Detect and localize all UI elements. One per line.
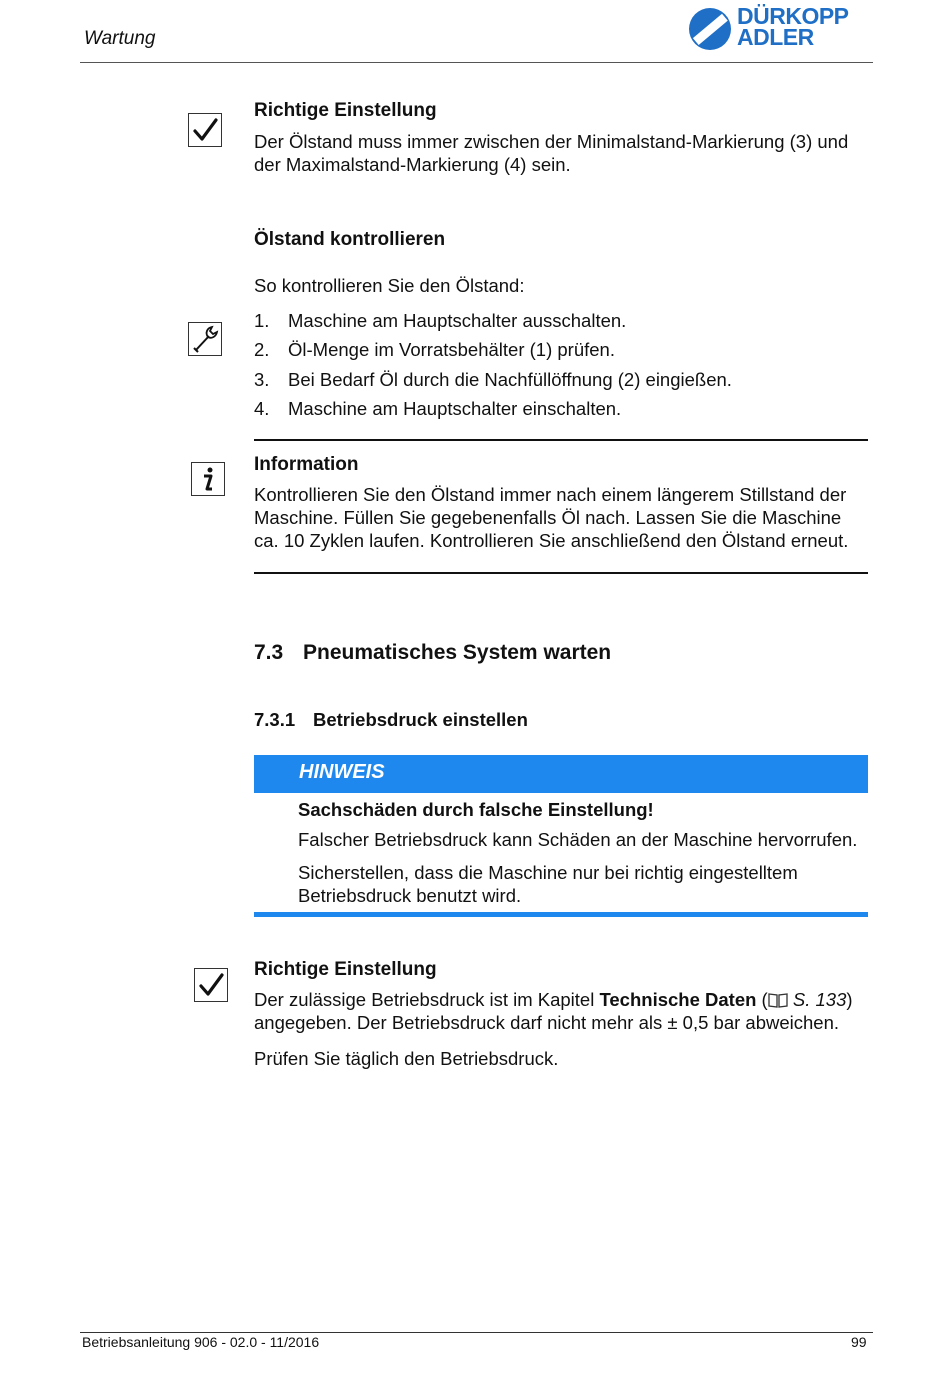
step-1 — [254, 309, 626, 332]
section-7-3-1-title: Betriebsdruck einstellen — [313, 709, 528, 730]
info-bottom-rule — [254, 572, 868, 574]
footer-document: Betriebsanleitung 906 - 02.0 - 11/2016 — [82, 1334, 320, 1350]
block1-line-1: Der Ölstand muss immer zwischen der Minimalstand-Markierung (3) und — [254, 131, 849, 152]
step-2-text: Öl-Menge im Vorratsbehälter (1) prüfen. — [288, 339, 615, 360]
step-4-number: 4. — [254, 398, 270, 419]
header-divider — [80, 62, 873, 63]
info-title: Information — [254, 454, 359, 475]
block1-line-2: der Maximalstand-Markierung (4) sein. — [254, 154, 571, 175]
info-line-1: Kontrollieren Sie den Ölstand immer nach einem längerem Stillstand der — [254, 484, 847, 505]
notice-headline: Sachschäden durch falsche Einstellung! — [298, 799, 654, 820]
block2-text-pre: Der zulässige Betriebsdruck ist im Kapitel — [254, 989, 600, 1010]
oil-check-intro: So kontrollieren Sie den Ölstand: — [254, 275, 525, 296]
notice-line-3: Betriebsdruck benutzt wird. — [298, 885, 522, 906]
section-7-3-title: Pneumatisches System warten — [303, 641, 612, 664]
info-top-rule — [254, 439, 868, 441]
step-4 — [254, 397, 621, 420]
step-2 — [254, 338, 615, 361]
footer-page-number: 99 — [851, 1334, 867, 1350]
checkmark-icon — [194, 968, 228, 1002]
brand-logo — [687, 3, 873, 54]
step-3 — [254, 368, 732, 391]
step-2-number: 2. — [254, 339, 270, 360]
oil-check-heading: Ölstand kontrollieren — [254, 229, 446, 250]
footer-divider — [80, 1332, 873, 1333]
step-3-text: Bei Bedarf Öl durch die Nachfüllöffnung (2) eingießen. — [288, 369, 732, 390]
block1-title: Richtige Einstellung — [254, 100, 437, 121]
book-icon — [768, 992, 788, 1008]
info-icon — [191, 462, 225, 496]
step-3-number: 3. — [254, 369, 270, 390]
logo-line-2: ADLER — [737, 24, 814, 50]
block2-title: Richtige Einstellung — [254, 959, 437, 980]
block2-line-3: Prüfen Sie täglich den Betriebsdruck. — [254, 1048, 559, 1069]
step-1-text: Maschine am Hauptschalter ausschalten. — [288, 310, 627, 331]
section-7-3-1-number: 7.3.1 — [254, 709, 296, 730]
notice-header-bar — [254, 755, 868, 793]
technical-data-reference[interactable]: Technische Daten — [599, 989, 757, 1010]
notice-label: HINWEIS — [299, 761, 385, 783]
block2-paren-open: ( — [756, 989, 768, 1010]
header-section-title: Wartung — [84, 28, 156, 49]
notice-line-2: Sicherstellen, dass die Maschine nur bei richtig eingestelltem — [298, 862, 798, 883]
wrench-icon — [188, 322, 222, 356]
step-1-number: 1. — [254, 310, 270, 331]
block2-line-1 — [254, 988, 853, 1011]
logo-line-1: DÜRKOPP — [737, 3, 849, 29]
page-reference-link[interactable]: S. 133 — [792, 989, 847, 1010]
logo-mark-icon — [687, 6, 733, 52]
notice-line-1: Falscher Betriebsdruck kann Schäden an der Maschine hervorrufen. — [298, 829, 858, 850]
section-7-3-number: 7.3 — [254, 641, 284, 664]
notice-bottom-bar — [254, 912, 868, 917]
info-line-3: ca. 10 Zyklen laufen. Kontrollieren Sie anschließend den Ölstand erneut. — [254, 530, 849, 551]
checkmark-icon — [188, 113, 222, 147]
info-line-2: Maschine. Füllen Sie gegebenenfalls Öl nach. Lassen Sie die Maschine — [254, 507, 842, 528]
step-4-text: Maschine am Hauptschalter einschalten. — [288, 398, 622, 419]
block2-paren-close: ) — [846, 989, 853, 1010]
block2-line-2: angegeben. Der Betriebsdruck darf nicht mehr als ± 0,5 bar abweichen. — [254, 1012, 840, 1033]
